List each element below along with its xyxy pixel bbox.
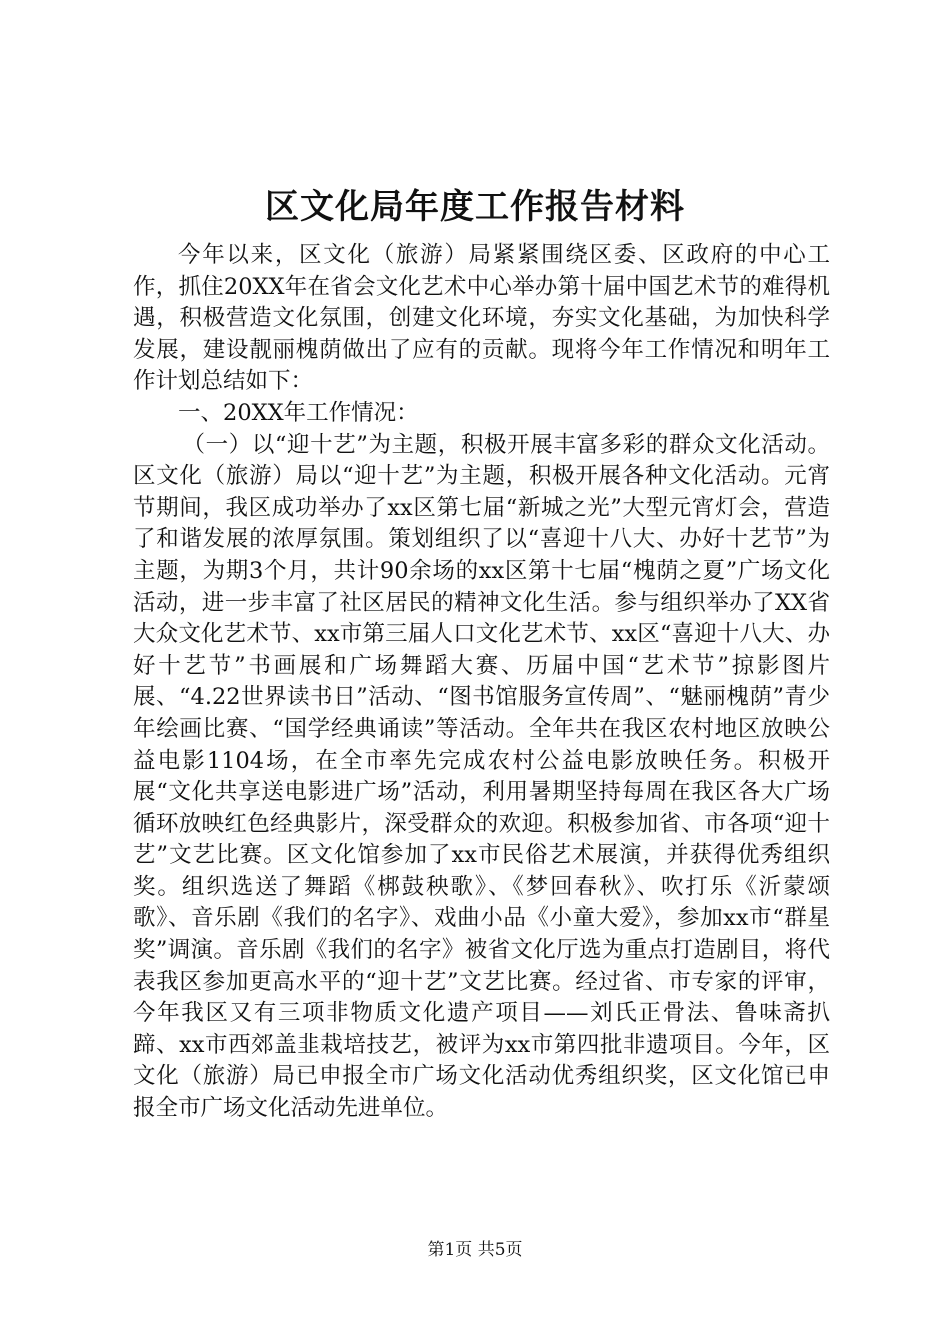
activities-paragraph: （一）以“迎十艺”为主题，积极开展丰富多彩的群众文化活动。区文化（旅游）局以“迎十艺”为主题，积极开展各种文化活动。元宵节期间，我区成功举办了xx区第七届“新城之光”大型元宵灯会，营造了和谐发展的浓厚氛围。策划组织了以“喜迎十八大、办好十艺节”为主题，为期3个月，共计90余场的xx区第十七届“槐荫之夏”广场文化活动，进一步丰富了社区居民的精神文化生活。参与组织举办了XX省大众文化艺术节、xx市第三届人口文化艺术节、xx区“喜迎十八大、办好十艺节”书画展和广场舞蹈大赛、历届中国“艺术节”掠影图片展、“4.22世界读书日”活动、“图书馆服务宣传周”、“魅丽槐荫”青少年绘画比赛、“国学经典诵读”等活动。全年共在我区农村地区放映公益电影1104场，在全市率先完成农村公益电影放映任务。积极开展“文化共享送电影进广场”活动，利用暑期坚持每周在我区各大广场循环放映红色经典影片，深受群众的欢迎。积极参加省、市各项“迎十艺”文艺比赛。区文化馆参加了xx市民俗艺术展演，并获得优秀组织奖。组织选送了舞蹈《梆鼓秧歌》、《梦回春秋》、吹打乐《沂蒙颂歌》、音乐剧《我们的名字》、戏曲小品《小童大爱》，参加xx市“群星奖”调演。音乐剧《我们的名字》被省文化厅选为重点打造剧目，将代表我区参加更高水平的“迎十艺”文艺比赛。经过省、市专家的评审，今年我区又有三项非物质文化遗产项目——刘氏正骨法、鲁味斋扒蹄、xx市西郊盖韭栽培技艺，被评为xx市第四批非遗项目。今年，区文化（旅游）局已申报全市广场文化活动优秀组织奖，区文化馆已申报全市广场文化活动先进单位。 xyxy=(133,431,830,1122)
document-title: 区文化局年度工作报告材料 xyxy=(265,187,685,227)
intro-paragraph: 今年以来，区文化（旅游）局紧紧围绕区委、区政府的中心工作，抓住20XX年在省会文化艺术中心举办第十届中国艺术节的难得机遇，积极营造文化氛围，创建文化环境，夯实文化基础，为加快科学发展，建设靓丽槐荫做出了应有的贡献。现将今年工作情况和明年工作计划总结如下： xyxy=(133,242,830,395)
document-body xyxy=(133,240,830,1125)
page-number-footer: 第1页 共5页 xyxy=(427,1240,523,1260)
section-heading: 一、20XX年工作情况： xyxy=(178,399,419,426)
